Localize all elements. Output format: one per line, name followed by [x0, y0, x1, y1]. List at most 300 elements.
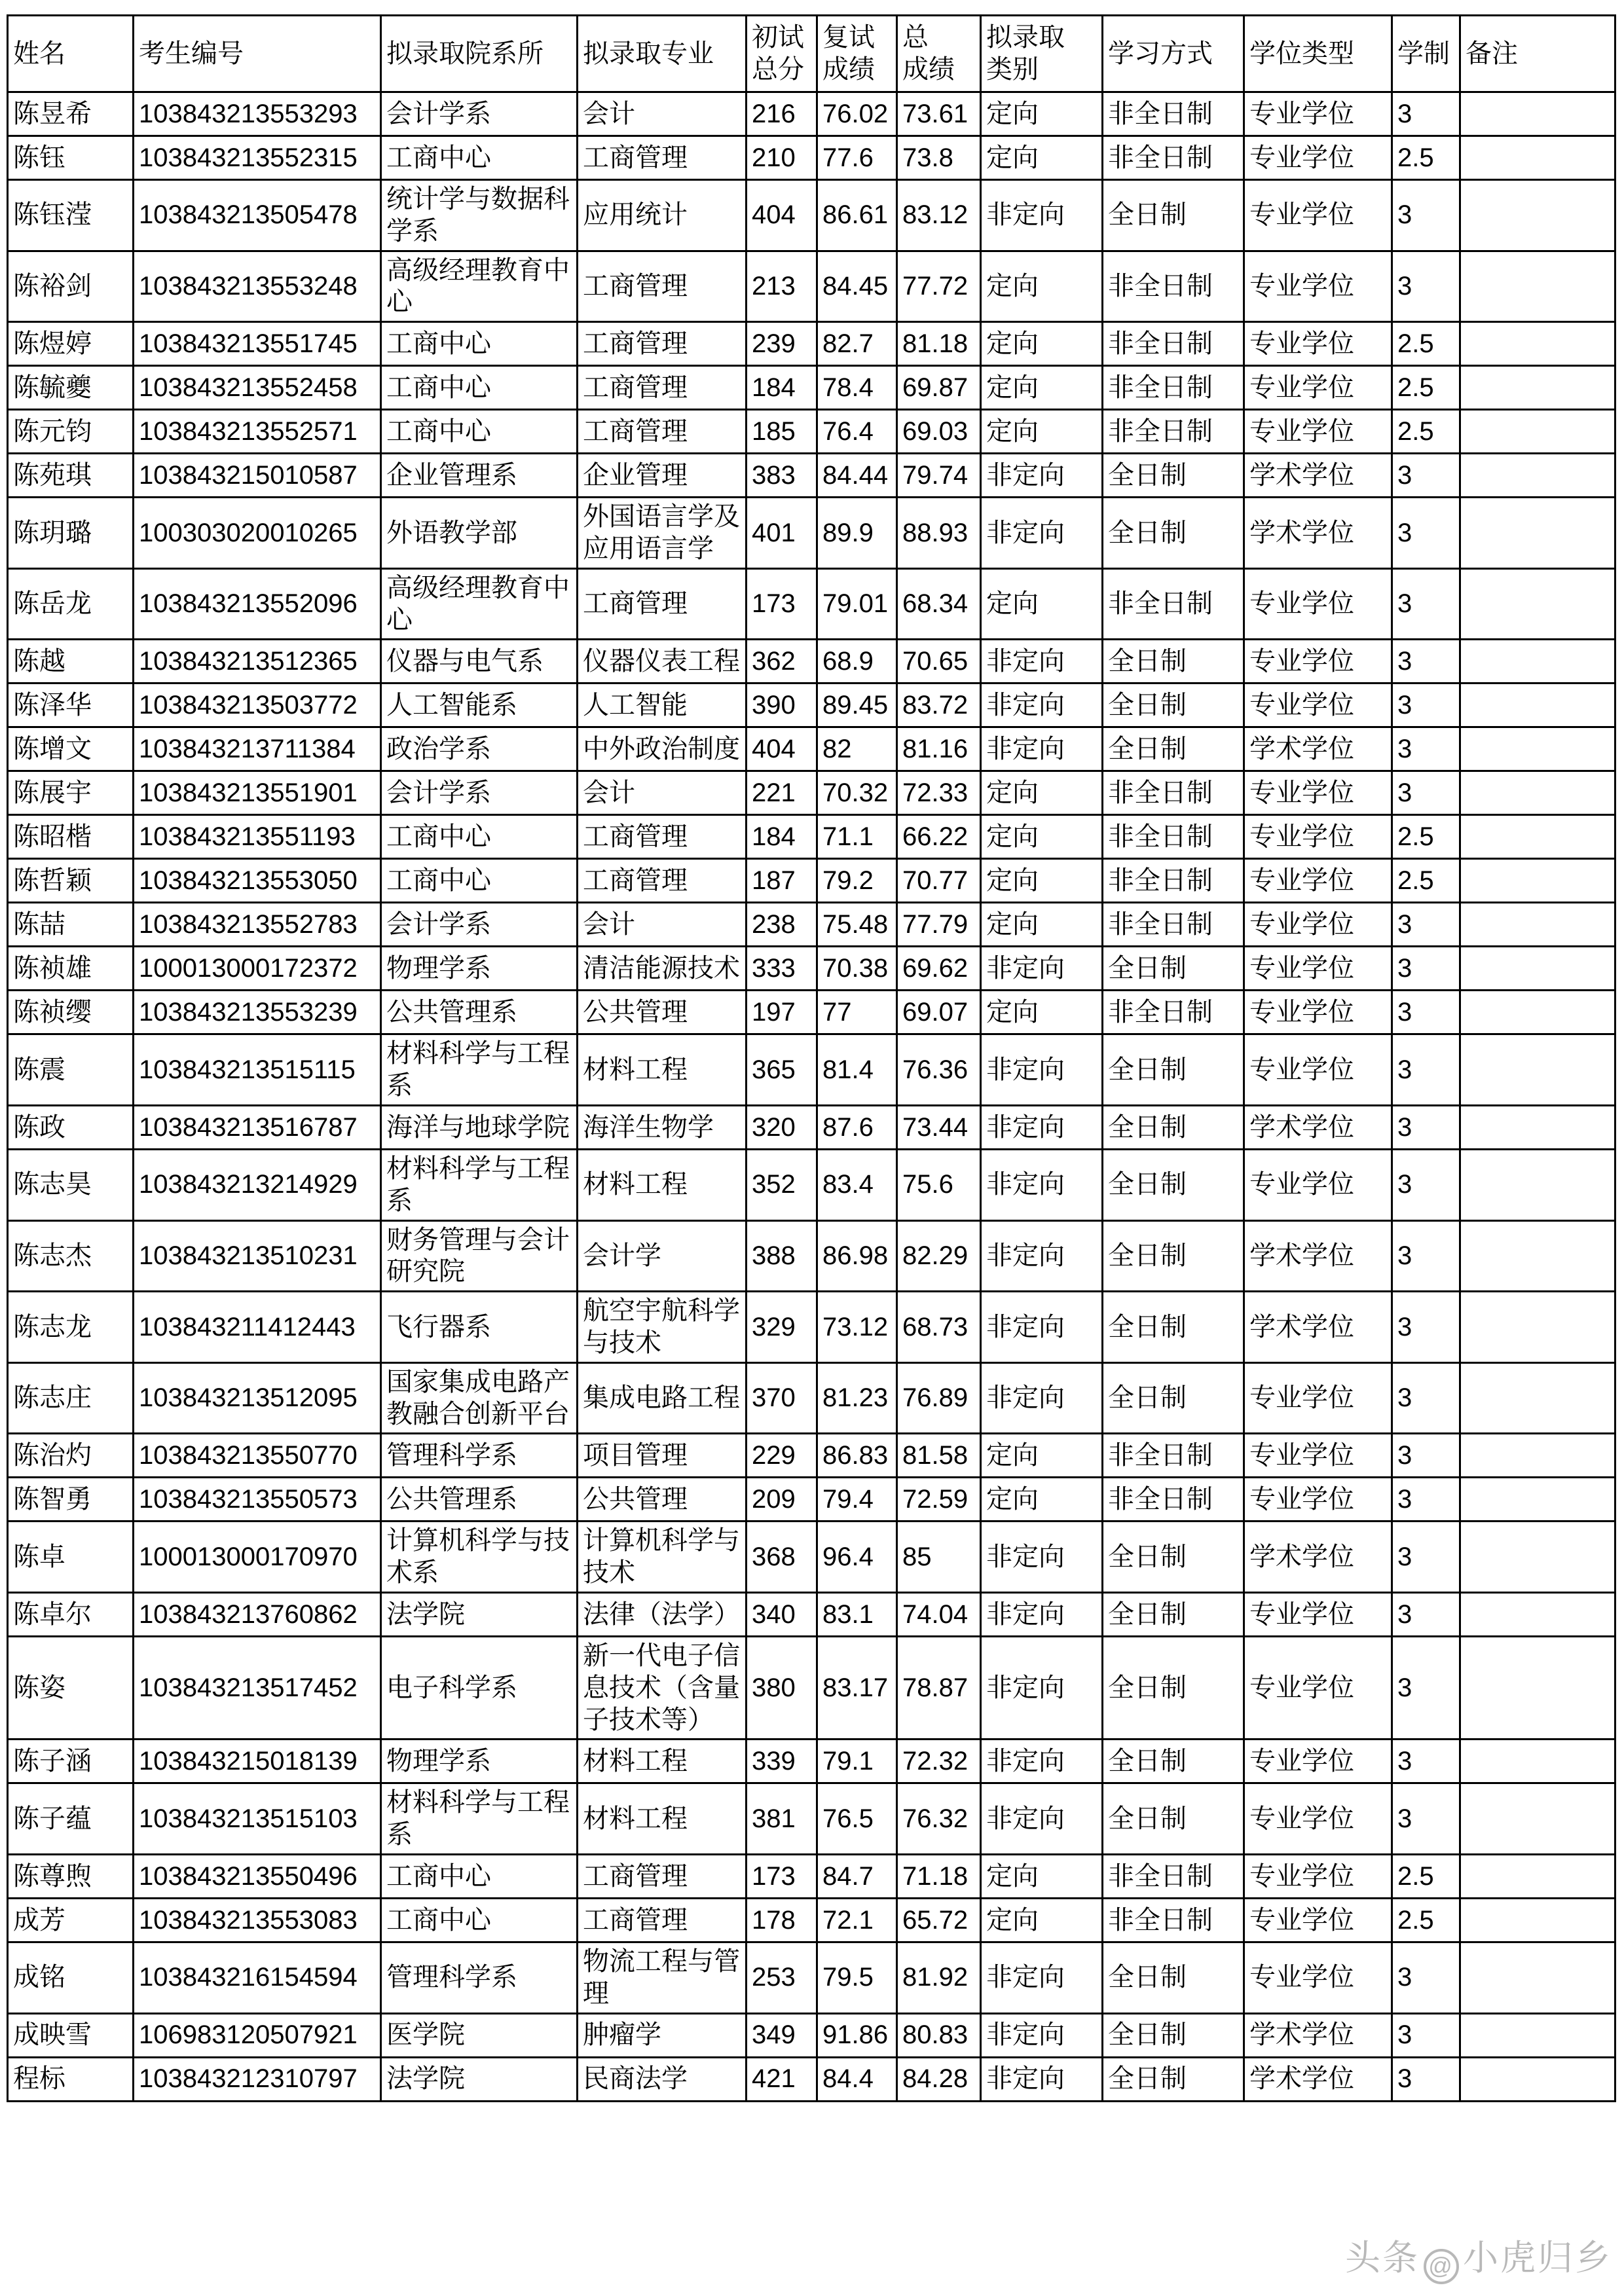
cell-re: 78.4 — [817, 366, 897, 410]
cell-degree: 专业学位 — [1244, 1636, 1392, 1739]
cell-name: 陈治灼 — [8, 1434, 134, 1478]
cell-dept: 管理科学系 — [381, 1434, 578, 1478]
cell-re: 86.61 — [817, 180, 897, 251]
cell-note — [1460, 92, 1615, 136]
table-row — [8, 1478, 1615, 1522]
cell-dept: 计算机科学与技术系 — [381, 1522, 578, 1593]
cell-note — [1460, 859, 1615, 903]
cell-re: 83.17 — [817, 1636, 897, 1739]
cell-re: 89.9 — [817, 498, 897, 569]
cell-cat: 定向 — [981, 859, 1103, 903]
cell-dept: 公共管理系 — [381, 991, 578, 1034]
cell-major: 集成电路工程 — [578, 1362, 747, 1434]
cell-mode: 非全日制 — [1103, 771, 1244, 815]
cell-id: 103843213515115 — [134, 1034, 381, 1106]
cell-id: 103843213711384 — [134, 727, 381, 771]
cell-dept: 工商中心 — [381, 366, 578, 410]
cell-name: 陈志杰 — [8, 1220, 134, 1292]
cell-total: 76.36 — [897, 1034, 981, 1106]
cell-dept: 工商中心 — [381, 1854, 578, 1898]
cell-name: 陈祯雄 — [8, 947, 134, 991]
cell-total: 72.59 — [897, 1478, 981, 1522]
cell-dept: 材料科学与工程系 — [381, 1034, 578, 1106]
cell-note — [1460, 251, 1615, 322]
cell-pre: 229 — [747, 1434, 817, 1478]
cell-mode: 全日制 — [1103, 1149, 1244, 1220]
cell-degree: 专业学位 — [1244, 136, 1392, 180]
cell-degree: 专业学位 — [1244, 180, 1392, 251]
cell-mode: 全日制 — [1103, 1636, 1244, 1739]
cell-major: 材料工程 — [578, 1034, 747, 1106]
cell-name: 陈苑琪 — [8, 454, 134, 498]
cell-pre: 383 — [747, 454, 817, 498]
cell-dept: 电子科学系 — [381, 1636, 578, 1739]
table-row — [8, 903, 1615, 947]
cell-total: 83.72 — [897, 683, 981, 727]
cell-years: 3 — [1392, 1362, 1460, 1434]
cell-years: 3 — [1392, 568, 1460, 640]
cell-degree: 专业学位 — [1244, 1362, 1392, 1434]
cell-dept: 材料科学与工程系 — [381, 1149, 578, 1220]
cell-cat: 非定向 — [981, 683, 1103, 727]
column-header-note: 备注 — [1460, 16, 1615, 92]
cell-re: 73.12 — [817, 1292, 897, 1363]
cell-mode: 全日制 — [1103, 498, 1244, 569]
cell-mode: 全日制 — [1103, 1220, 1244, 1292]
cell-degree: 专业学位 — [1244, 903, 1392, 947]
cell-major: 工商管理 — [578, 322, 747, 366]
cell-re: 86.83 — [817, 1434, 897, 1478]
cell-note — [1460, 1105, 1615, 1149]
cell-mode: 全日制 — [1103, 1034, 1244, 1106]
cell-id: 103843213553050 — [134, 859, 381, 903]
cell-years: 3 — [1392, 1522, 1460, 1593]
cell-years: 2.5 — [1392, 410, 1460, 454]
cell-re: 84.7 — [817, 1854, 897, 1898]
cell-id: 103843213552783 — [134, 903, 381, 947]
cell-note — [1460, 1854, 1615, 1898]
cell-re: 82 — [817, 727, 897, 771]
cell-id: 103843213505478 — [134, 180, 381, 251]
cell-major: 计算机科学与技术 — [578, 1522, 747, 1593]
cell-total: 68.34 — [897, 568, 981, 640]
cell-pre: 333 — [747, 947, 817, 991]
cell-cat: 非定向 — [981, 1636, 1103, 1739]
cell-name: 陈钰 — [8, 136, 134, 180]
cell-years: 2.5 — [1392, 815, 1460, 859]
cell-name: 陈志庄 — [8, 1362, 134, 1434]
table-row — [8, 1592, 1615, 1636]
cell-major: 工商管理 — [578, 1898, 747, 1942]
cell-years: 3 — [1392, 1105, 1460, 1149]
cell-note — [1460, 991, 1615, 1034]
cell-dept: 物理学系 — [381, 947, 578, 991]
cell-total: 73.8 — [897, 136, 981, 180]
cell-note — [1460, 366, 1615, 410]
cell-degree: 专业学位 — [1244, 1740, 1392, 1783]
cell-major: 会计 — [578, 771, 747, 815]
cell-dept: 会计学系 — [381, 771, 578, 815]
cell-dept: 工商中心 — [381, 815, 578, 859]
cell-dept: 工商中心 — [381, 410, 578, 454]
cell-mode: 非全日制 — [1103, 859, 1244, 903]
cell-years: 3 — [1392, 92, 1460, 136]
cell-years: 3 — [1392, 1292, 1460, 1363]
cell-total: 70.65 — [897, 640, 981, 683]
cell-id: 103843213552458 — [134, 366, 381, 410]
cell-cat: 定向 — [981, 1434, 1103, 1478]
cell-pre: 380 — [747, 1636, 817, 1739]
cell-degree: 学术学位 — [1244, 2057, 1392, 2101]
cell-mode: 全日制 — [1103, 947, 1244, 991]
cell-id: 103843213550573 — [134, 1478, 381, 1522]
cell-id: 103843213550496 — [134, 1854, 381, 1898]
table-row — [8, 1854, 1615, 1898]
cell-note — [1460, 180, 1615, 251]
cell-id: 103843213510231 — [134, 1220, 381, 1292]
cell-id: 103843213512095 — [134, 1362, 381, 1434]
cell-years: 3 — [1392, 947, 1460, 991]
cell-degree: 专业学位 — [1244, 991, 1392, 1034]
cell-cat: 定向 — [981, 251, 1103, 322]
cell-mode: 非全日制 — [1103, 322, 1244, 366]
cell-note — [1460, 1636, 1615, 1739]
cell-re: 87.6 — [817, 1105, 897, 1149]
cell-major: 工商管理 — [578, 366, 747, 410]
cell-re: 81.4 — [817, 1034, 897, 1106]
cell-degree: 专业学位 — [1244, 1783, 1392, 1855]
cell-note — [1460, 1220, 1615, 1292]
cell-re: 72.1 — [817, 1898, 897, 1942]
cell-degree: 专业学位 — [1244, 947, 1392, 991]
cell-major: 外国语言学及应用语言学 — [578, 498, 747, 569]
cell-total: 69.03 — [897, 410, 981, 454]
cell-mode: 非全日制 — [1103, 92, 1244, 136]
cell-years: 3 — [1392, 991, 1460, 1034]
cell-mode: 全日制 — [1103, 1362, 1244, 1434]
cell-mode: 全日制 — [1103, 727, 1244, 771]
cell-years: 3 — [1392, 683, 1460, 727]
cell-total: 73.61 — [897, 92, 981, 136]
table-row — [8, 1783, 1615, 1855]
watermark-handle: 小虎归乡 — [1463, 2238, 1612, 2278]
cell-name: 陈昱希 — [8, 92, 134, 136]
cell-major: 人工智能 — [578, 683, 747, 727]
cell-cat: 非定向 — [981, 1592, 1103, 1636]
cell-degree: 专业学位 — [1244, 1854, 1392, 1898]
cell-pre: 213 — [747, 251, 817, 322]
cell-name: 程标 — [8, 2057, 134, 2101]
cell-name: 陈智勇 — [8, 1478, 134, 1522]
cell-id: 103843213551745 — [134, 322, 381, 366]
cell-note — [1460, 568, 1615, 640]
cell-name: 陈震 — [8, 1034, 134, 1106]
cell-years: 3 — [1392, 1740, 1460, 1783]
cell-name: 陈志昊 — [8, 1149, 134, 1220]
table-row — [8, 1898, 1615, 1942]
cell-id: 103843215010587 — [134, 454, 381, 498]
cell-re: 79.2 — [817, 859, 897, 903]
cell-degree: 专业学位 — [1244, 771, 1392, 815]
cell-re: 77.6 — [817, 136, 897, 180]
cell-degree: 学术学位 — [1244, 1220, 1392, 1292]
cell-cat: 定向 — [981, 366, 1103, 410]
cell-note — [1460, 1783, 1615, 1855]
cell-cat: 非定向 — [981, 947, 1103, 991]
cell-dept: 企业管理系 — [381, 454, 578, 498]
cell-name: 陈泽华 — [8, 683, 134, 727]
cell-major: 工商管理 — [578, 251, 747, 322]
cell-note — [1460, 727, 1615, 771]
cell-degree: 专业学位 — [1244, 1034, 1392, 1106]
column-header-cat: 拟录取 类别 — [981, 16, 1103, 92]
cell-total: 80.83 — [897, 2013, 981, 2057]
cell-cat: 非定向 — [981, 1034, 1103, 1106]
watermark-prefix: 头条 — [1345, 2238, 1420, 2278]
cell-major: 材料工程 — [578, 1783, 747, 1855]
cell-major: 新一代电子信息技术（含量子技术等） — [578, 1636, 747, 1739]
cell-degree: 专业学位 — [1244, 92, 1392, 136]
cell-re: 75.48 — [817, 903, 897, 947]
cell-id: 106983120507921 — [134, 2013, 381, 2057]
cell-years: 3 — [1392, 2013, 1460, 2057]
column-header-dept: 拟录取院系所 — [381, 16, 578, 92]
table-row — [8, 1034, 1615, 1106]
cell-note — [1460, 322, 1615, 366]
table-row — [8, 947, 1615, 991]
cell-note — [1460, 1898, 1615, 1942]
cell-note — [1460, 498, 1615, 569]
cell-cat: 非定向 — [981, 1149, 1103, 1220]
cell-note — [1460, 136, 1615, 180]
cell-degree: 学术学位 — [1244, 1292, 1392, 1363]
cell-mode: 全日制 — [1103, 1740, 1244, 1783]
cell-pre: 370 — [747, 1362, 817, 1434]
cell-name: 陈毓夔 — [8, 366, 134, 410]
cell-major: 公共管理 — [578, 1478, 747, 1522]
cell-cat: 定向 — [981, 322, 1103, 366]
cell-total: 85 — [897, 1522, 981, 1593]
cell-total: 74.04 — [897, 1592, 981, 1636]
cell-pre: 339 — [747, 1740, 817, 1783]
cell-major: 工商管理 — [578, 568, 747, 640]
cell-re: 77 — [817, 991, 897, 1034]
cell-total: 69.62 — [897, 947, 981, 991]
cell-degree: 专业学位 — [1244, 366, 1392, 410]
cell-total: 81.58 — [897, 1434, 981, 1478]
cell-cat: 非定向 — [981, 498, 1103, 569]
cell-note — [1460, 1942, 1615, 2013]
cell-pre: 352 — [747, 1149, 817, 1220]
table-body — [8, 92, 1615, 2102]
cell-cat: 定向 — [981, 815, 1103, 859]
cell-degree: 专业学位 — [1244, 251, 1392, 322]
cell-note — [1460, 1592, 1615, 1636]
cell-id: 103843213512365 — [134, 640, 381, 683]
cell-mode: 全日制 — [1103, 1522, 1244, 1593]
cell-major: 工商管理 — [578, 859, 747, 903]
cell-years: 3 — [1392, 1942, 1460, 2013]
column-header-re: 复试 成绩 — [817, 16, 897, 92]
cell-years: 2.5 — [1392, 322, 1460, 366]
cell-total: 69.07 — [897, 991, 981, 1034]
cell-degree: 学术学位 — [1244, 1522, 1392, 1593]
cell-years: 3 — [1392, 251, 1460, 322]
cell-re: 71.1 — [817, 815, 897, 859]
cell-id: 103843213553293 — [134, 92, 381, 136]
cell-major: 材料工程 — [578, 1740, 747, 1783]
cell-pre: 216 — [747, 92, 817, 136]
cell-dept: 高级经理教育中心 — [381, 568, 578, 640]
cell-name: 陈岳龙 — [8, 568, 134, 640]
cell-mode: 非全日制 — [1103, 568, 1244, 640]
cell-pre: 239 — [747, 322, 817, 366]
cell-dept: 高级经理教育中心 — [381, 251, 578, 322]
table-row — [8, 727, 1615, 771]
cell-dept: 材料科学与工程系 — [381, 1783, 578, 1855]
cell-degree: 专业学位 — [1244, 322, 1392, 366]
cell-years: 2.5 — [1392, 1854, 1460, 1898]
cell-total: 83.12 — [897, 180, 981, 251]
table-row — [8, 366, 1615, 410]
cell-mode: 全日制 — [1103, 683, 1244, 727]
table-row — [8, 1636, 1615, 1739]
column-header-years: 学制 — [1392, 16, 1460, 92]
cell-years: 3 — [1392, 1434, 1460, 1478]
cell-degree: 专业学位 — [1244, 1898, 1392, 1942]
cell-pre: 185 — [747, 410, 817, 454]
cell-mode: 全日制 — [1103, 1292, 1244, 1363]
cell-cat: 非定向 — [981, 180, 1103, 251]
cell-name: 陈展宇 — [8, 771, 134, 815]
cell-note — [1460, 454, 1615, 498]
cell-pre: 390 — [747, 683, 817, 727]
cell-id: 103843213553083 — [134, 1898, 381, 1942]
cell-degree: 专业学位 — [1244, 1149, 1392, 1220]
cell-pre: 401 — [747, 498, 817, 569]
cell-dept: 会计学系 — [381, 903, 578, 947]
cell-years: 3 — [1392, 640, 1460, 683]
table-row — [8, 683, 1615, 727]
cell-mode: 全日制 — [1103, 2057, 1244, 2101]
cell-total: 88.93 — [897, 498, 981, 569]
cell-pre: 209 — [747, 1478, 817, 1522]
cell-dept: 工商中心 — [381, 322, 578, 366]
cell-note — [1460, 815, 1615, 859]
table-row — [8, 1220, 1615, 1292]
cell-cat: 定向 — [981, 991, 1103, 1034]
table-row — [8, 410, 1615, 454]
cell-re: 96.4 — [817, 1522, 897, 1593]
cell-note — [1460, 410, 1615, 454]
cell-id: 103843213551901 — [134, 771, 381, 815]
cell-id: 103843212310797 — [134, 2057, 381, 2101]
cell-degree: 专业学位 — [1244, 1478, 1392, 1522]
cell-note — [1460, 1292, 1615, 1363]
cell-major: 项目管理 — [578, 1434, 747, 1478]
cell-degree: 学术学位 — [1244, 498, 1392, 569]
cell-dept: 飞行器系 — [381, 1292, 578, 1363]
cell-major: 清洁能源技术 — [578, 947, 747, 991]
cell-degree: 专业学位 — [1244, 410, 1392, 454]
cell-name: 陈元钧 — [8, 410, 134, 454]
cell-major: 物流工程与管理 — [578, 1942, 747, 2013]
cell-major: 航空宇航科学与技术 — [578, 1292, 747, 1363]
cell-years: 3 — [1392, 2057, 1460, 2101]
table-row — [8, 568, 1615, 640]
cell-re: 84.45 — [817, 251, 897, 322]
admission-table — [7, 14, 1616, 2102]
cell-note — [1460, 771, 1615, 815]
cell-cat: 定向 — [981, 1478, 1103, 1522]
cell-cat: 定向 — [981, 1854, 1103, 1898]
cell-pre: 381 — [747, 1783, 817, 1855]
cell-pre: 197 — [747, 991, 817, 1034]
cell-total: 69.87 — [897, 366, 981, 410]
cell-id: 103843213551193 — [134, 815, 381, 859]
cell-cat: 非定向 — [981, 1105, 1103, 1149]
cell-mode: 非全日制 — [1103, 903, 1244, 947]
cell-mode: 全日制 — [1103, 1783, 1244, 1855]
cell-total: 78.87 — [897, 1636, 981, 1739]
cell-total: 82.29 — [897, 1220, 981, 1292]
cell-mode: 非全日制 — [1103, 815, 1244, 859]
cell-degree: 专业学位 — [1244, 1434, 1392, 1478]
cell-pre: 368 — [747, 1522, 817, 1593]
cell-years: 2.5 — [1392, 859, 1460, 903]
table-row — [8, 180, 1615, 251]
cell-degree: 专业学位 — [1244, 640, 1392, 683]
cell-note — [1460, 1434, 1615, 1478]
cell-mode: 全日制 — [1103, 454, 1244, 498]
table-row — [8, 136, 1615, 180]
cell-name: 陈尊煦 — [8, 1854, 134, 1898]
cell-mode: 非全日制 — [1103, 410, 1244, 454]
cell-mode: 非全日制 — [1103, 136, 1244, 180]
cell-name: 陈增文 — [8, 727, 134, 771]
cell-pre: 349 — [747, 2013, 817, 2057]
cell-pre: 173 — [747, 568, 817, 640]
cell-note — [1460, 1478, 1615, 1522]
cell-dept: 政治学系 — [381, 727, 578, 771]
cell-id: 100303020010265 — [134, 498, 381, 569]
cell-note — [1460, 2013, 1615, 2057]
column-header-name: 姓名 — [8, 16, 134, 92]
cell-years: 3 — [1392, 1636, 1460, 1739]
cell-years: 3 — [1392, 727, 1460, 771]
cell-years: 3 — [1392, 1220, 1460, 1292]
table-row — [8, 322, 1615, 366]
cell-years: 2.5 — [1392, 136, 1460, 180]
column-header-id: 考生编号 — [134, 16, 381, 92]
cell-pre: 340 — [747, 1592, 817, 1636]
cell-re: 83.1 — [817, 1592, 897, 1636]
cell-cat: 定向 — [981, 92, 1103, 136]
cell-degree: 学术学位 — [1244, 2013, 1392, 2057]
cell-id: 103843213515103 — [134, 1783, 381, 1855]
cell-cat: 非定向 — [981, 2057, 1103, 2101]
cell-major: 会计学 — [578, 1220, 747, 1292]
column-header-degree: 学位类型 — [1244, 16, 1392, 92]
cell-mode: 非全日制 — [1103, 1478, 1244, 1522]
cell-name: 陈玥璐 — [8, 498, 134, 569]
cell-years: 3 — [1392, 771, 1460, 815]
cell-pre: 178 — [747, 1898, 817, 1942]
cell-cat: 定向 — [981, 568, 1103, 640]
cell-dept: 法学院 — [381, 1592, 578, 1636]
table-row — [8, 2013, 1615, 2057]
cell-major: 仪器仪表工程 — [578, 640, 747, 683]
